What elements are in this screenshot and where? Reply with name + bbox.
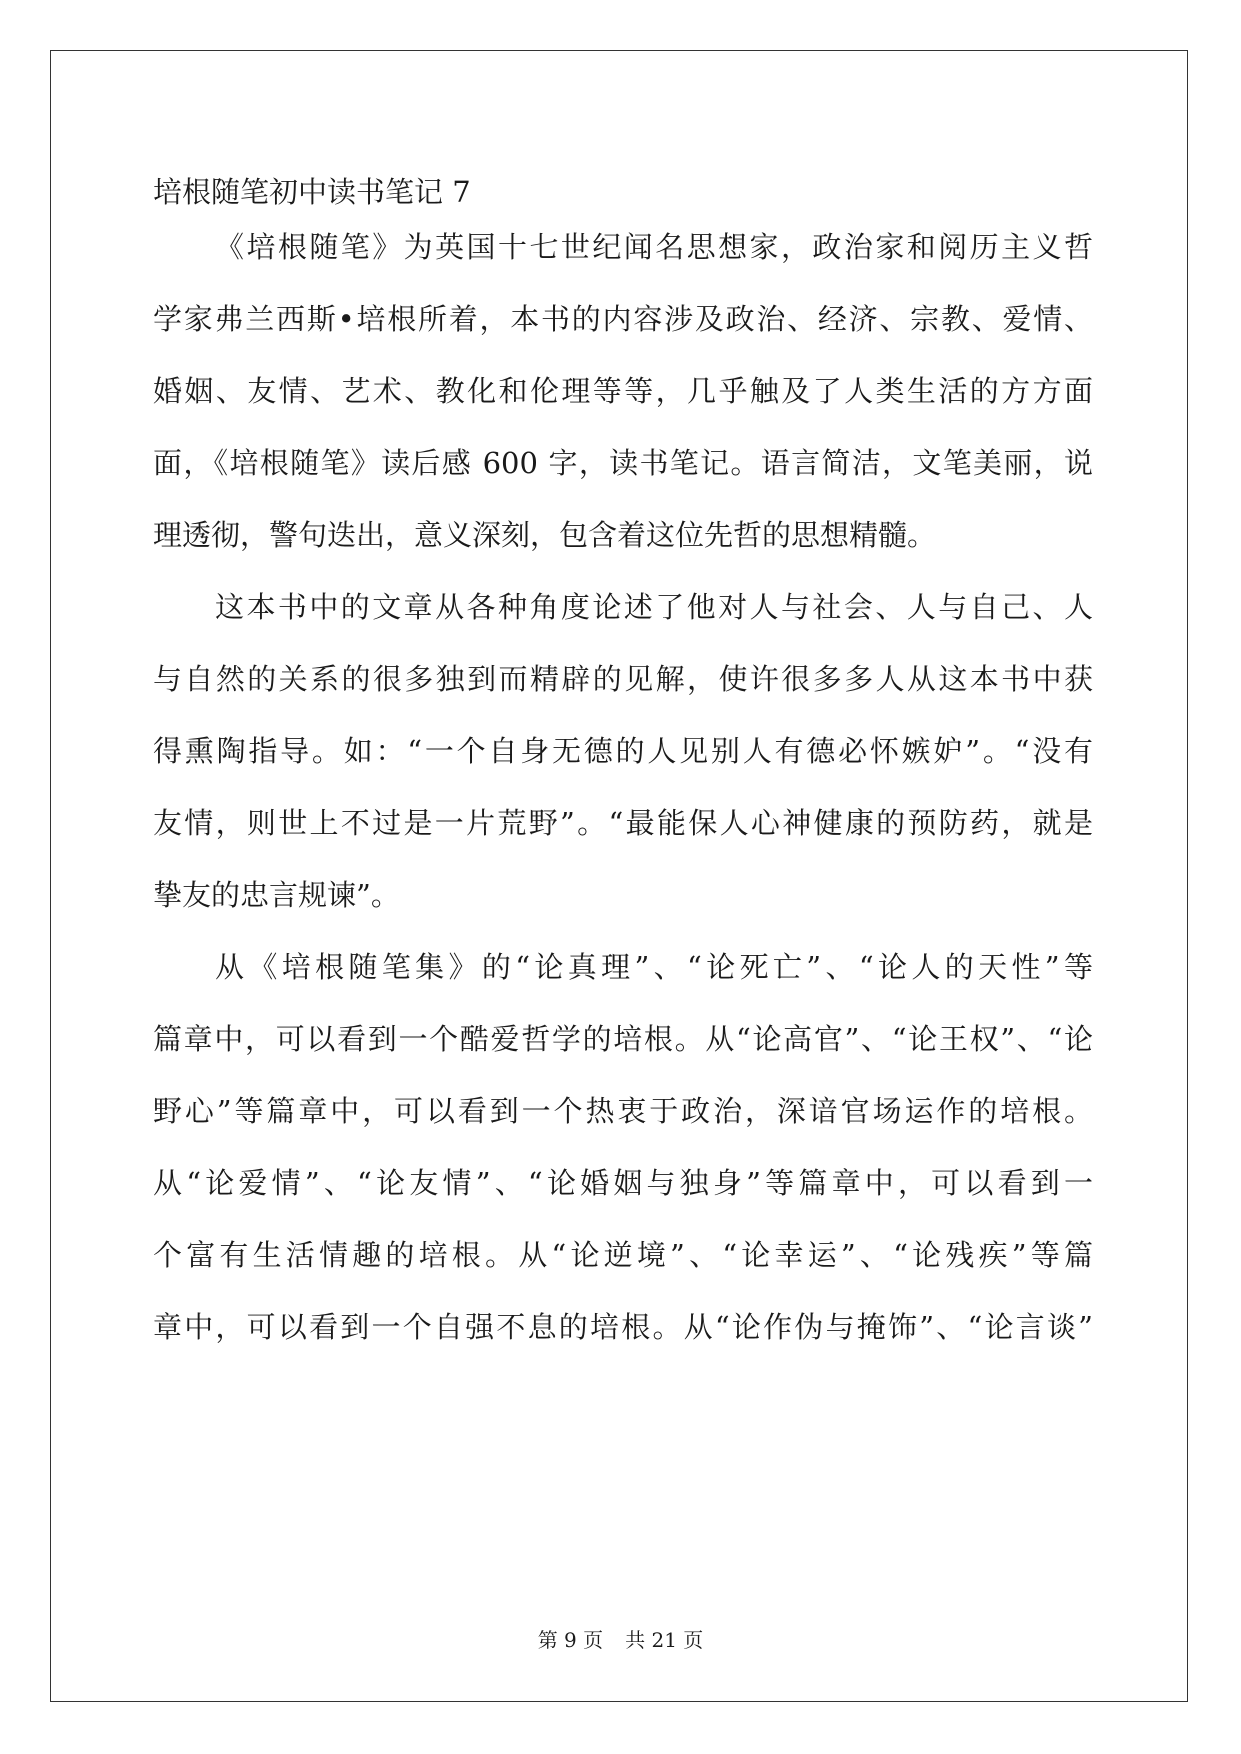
- page-total: 共 21 页: [625, 1628, 704, 1652]
- paragraph-2-line-3: 得熏陶指导。如：“一个自身无德的人见别人有德必怀嫉妒”。“没有: [153, 734, 1093, 768]
- paragraph-2-line-2: 与自然的关系的很多独到而精辟的见解，使许很多多人从这本书中获: [153, 662, 1093, 696]
- paragraph-1-line-3: 婚姻、友情、艺术、教化和伦理等等，几乎触及了人类生活的方方面: [153, 374, 1093, 408]
- paragraph-3-line-4: 从“论爱情”、“论友情”、“论婚姻与独身”等篇章中，可以看到一: [153, 1166, 1093, 1200]
- paragraph-2-line-4: 友情，则世上不过是一片荒野”。“最能保人心神健康的预防药，就是: [153, 806, 1093, 840]
- page-number: 第 9 页: [537, 1628, 604, 1652]
- page-footer: [0, 1628, 1241, 1652]
- paragraph-1-line-5: 理透彻，警句迭出，意义深刻，包含着这位先哲的思想精髓。: [153, 518, 937, 552]
- paragraph-3-line-3: 野心”等篇章中，可以看到一个热衷于政治，深谙官场运作的培根。: [153, 1094, 1093, 1128]
- paragraph-3-line-2: 篇章中，可以看到一个酷爱哲学的培根。从“论高官”、“论王权”、“论: [153, 1022, 1093, 1056]
- document-title: 培根随笔初中读书笔记 7: [153, 175, 471, 209]
- paragraph-2-line-1: 这本书中的文章从各种角度论述了他对人与社会、人与自己、人: [215, 590, 1093, 624]
- paragraph-1-line-1: 《培根随笔》为英国十七世纪闻名思想家，政治家和阅历主义哲: [215, 230, 1093, 264]
- paragraph-1-line-4: 面，《培根随笔》读后感 600 字，读书笔记。语言简洁，文笔美丽，说: [153, 446, 1093, 480]
- paragraph-3-line-5: 个富有生活情趣的培根。从“论逆境”、“论幸运”、“论残疾”等篇: [153, 1238, 1093, 1272]
- paragraph-3-line-6: 章中，可以看到一个自强不息的培根。从“论作伪与掩饰”、“论言谈”: [153, 1310, 1093, 1344]
- paragraph-2-line-5: 挚友的忠言规谏”。: [153, 878, 400, 912]
- paragraph-3-line-1: 从《培根随笔集》的“论真理”、“论死亡”、“论人的天性”等: [215, 950, 1093, 984]
- paragraph-1-line-2: 学家弗兰西斯•培根所着，本书的内容涉及政治、经济、宗教、爱情、: [153, 302, 1093, 336]
